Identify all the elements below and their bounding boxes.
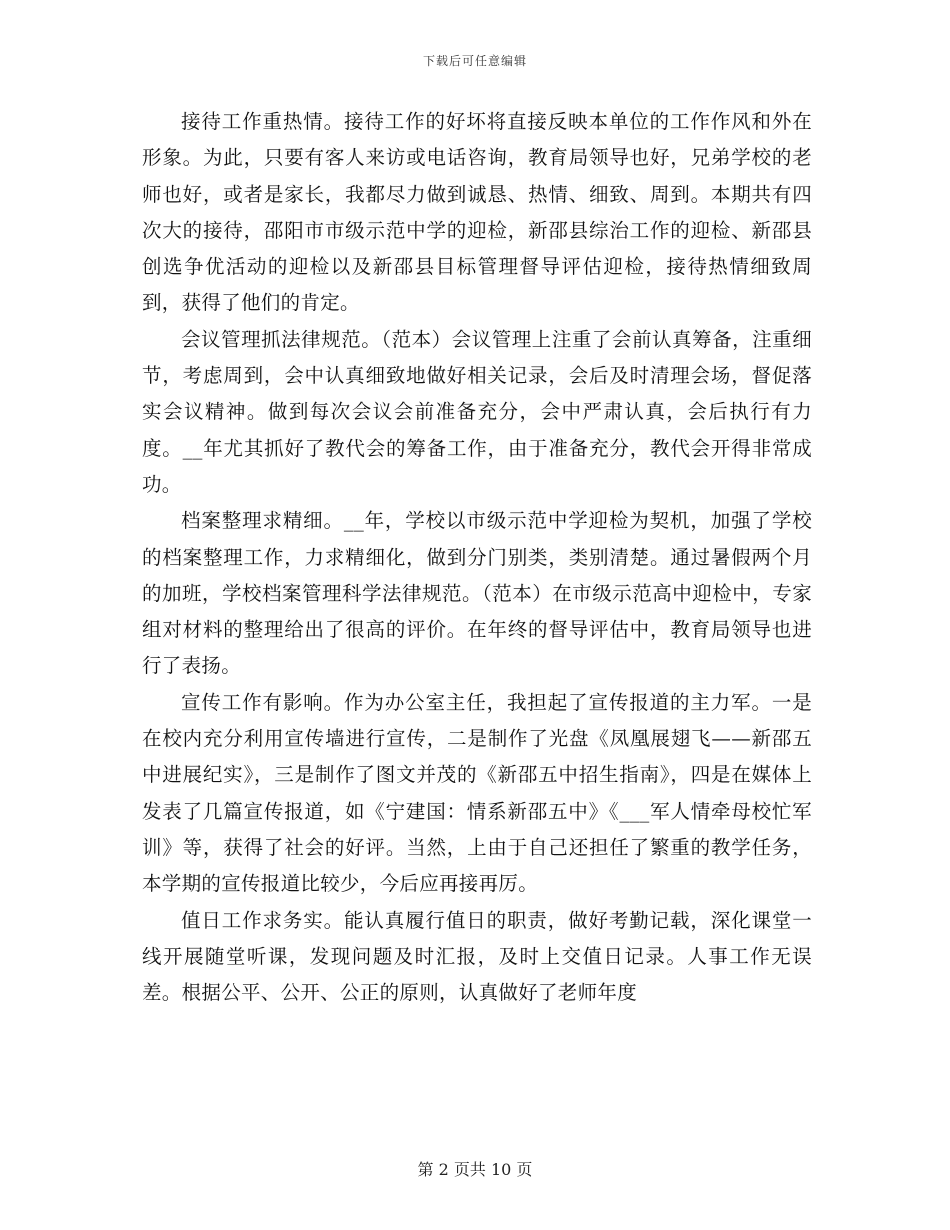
page-number: 第 2 页共 10 页 (417, 1160, 533, 1179)
paragraph-reception: 接待工作重热情。接待工作的好坏将直接反映本单位的工作作风和外在形象。为此，只要有客人来访或电话咨询，教育局领导也好，兄弟学校的老师也好，或者是家长，我都尽力做到诚恳、热情、细致、周到。本期共有四次大的接待，邵阳市市级示范中学的迎检，新邵县综治工作的迎检、新邵县创选争优活动的迎检以及新邵县目标管理督导评估迎检，接待热情细致周到，获得了他们的肯定。 (142, 110, 812, 315)
document-body (142, 104, 812, 1011)
paragraph-meeting-management: 会议管理抓法律规范。（范本）会议管理上注重了会前认真筹备，注重细节，考虑周到，会中认真细致地做好相关记录，会后及时清理会场，督促落实会议精神。做到每次会议会前准备充分，会中严肃认真，会后执行有力度。__年尤其抓好了教代会的筹备工作，由于准备充分，教代会开得非常成功。 (142, 327, 812, 496)
paragraph-publicity: 宣传工作有影响。作为办公室主任，我担起了宣传报道的主力军。一是在校内充分利用宣传墙进行宣传，二是制作了光盘《凤凰展翅飞——新邵五中进展纪实》，三是制作了图文并茂的《新邵五中招生指南》，四是在媒体上发表了几篇宣传报道，如《宁建国：情系新邵五中》《___军人情牵母校忙军训》等，获得了社会的好评。当然，上由于自己还担任了繁重的教学任务，本学期的宣传报道比较少，今后应再接再厉。 (142, 690, 812, 896)
paragraph-duty-work: 值日工作求务实。能认真履行值日的职责，做好考勤记载，深化课堂一线开展随堂听课，发现问题及时汇报，及时上交值日记录。人事工作无误差。根据公平、公开、公正的原则，认真做好了老师年度 (142, 908, 812, 1005)
paragraph-archive-management: 档案整理求精细。__年，学校以市级示范中学迎检为契机，加强了学校的档案整理工作，力求精细化，做到分门别类，类别清楚。通过暑假两个月的加班，学校档案管理科学法律规范。（范本）在市级示范高中迎检中，专家组对材料的整理给出了很高的评价。在年终的督导评估中，教育局领导也进行了表扬。 (142, 509, 812, 678)
page-header-note: 下载后可任意编辑 (422, 54, 527, 68)
